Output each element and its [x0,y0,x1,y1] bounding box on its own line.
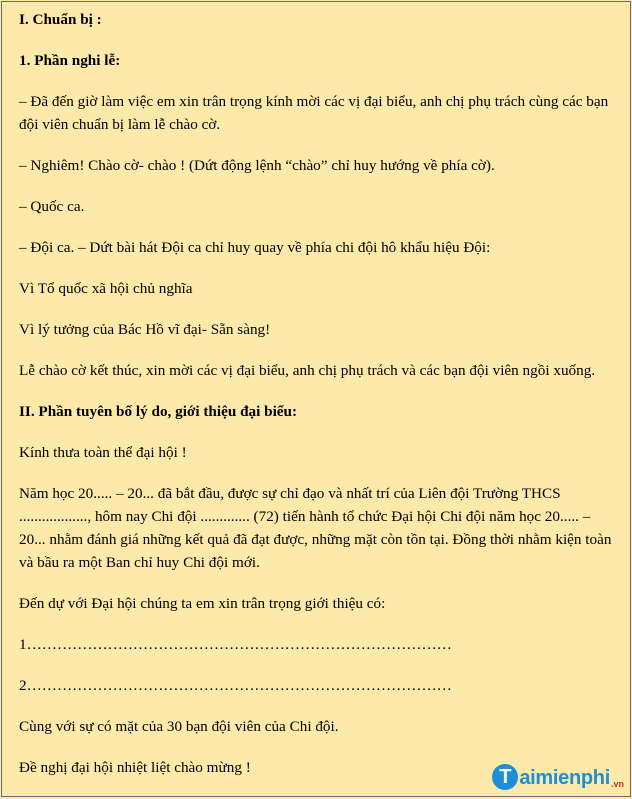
paragraph-ceremony-end: Lễ chào cờ kết thúc, xin mời các vị đại biểu, anh chị phụ trách và các bạn đội viên ngồi xuống. [19,362,596,379]
section-1-title: I. Chuẩn bị : [19,11,102,28]
paragraph-introduce: Đến dự với Đại hội chúng ta em xin trân trọng giới thiệu có: [19,595,386,612]
paragraph-team-song: – Đội ca. – Dứt bài hát Đội ca chỉ huy quay về phía chi đội hô khẩu hiệu Đội: [19,239,491,256]
paragraph-slogan-1: Vì Tổ quốc xã hội chủ nghĩa [19,280,193,297]
watermark-suffix: .vn [610,779,624,789]
subsection-1-title: 1. Phần nghi lễ: [19,52,121,69]
watermark-brand: aimienphi [519,767,610,789]
paragraph-invitation: – Đã đến giờ làm việc em xin trân trọng kính mời các vị đại biểu, anh chị phụ trách cùng các bạn đội viên chuẩn bị làm lễ chào cờ. [19,93,609,133]
document-frame [1,1,631,797]
paragraph-slogan-2: Vì lý tưởng của Bác Hồ vĩ đại- Sẵn sàng! [19,321,271,338]
paragraph-school-year: Năm học 20..... – 20... đã bắt đầu, được sự chỉ đạo và nhất trí của Liên đội Trường THCS .................., hôm nay Chi đội ............. (72) tiến hành tổ chức Đại hội Chi đội năm học 20..... – 20... nhằm đánh giá những kết quả đã đạt được, những mặt còn tồn tại. Đồng thời nhằm kiện toàn và bầu ra một Ban chỉ huy Chi đội mới. [19,485,612,571]
paragraph-salute: – Nghiêm! Chào cờ- chào ! (Dứt động lệnh “chào” chỉ huy hướng về phía cờ). [19,157,495,174]
paragraph-members: Cùng với sự có mặt của 30 bạn đội viên của Chi đội. [19,718,339,735]
paragraph-greeting: Kính thưa toàn thể đại hội ! [19,444,187,461]
document-body [2,2,630,779]
paragraph-applause: Đề nghị đại hội nhiệt liệt chào mừng ! [19,759,251,776]
paragraph-guest-1: 1………………………………………………………………………… [19,636,452,653]
taimienphi-watermark [492,764,624,790]
paragraph-anthem: – Quốc ca. [19,198,85,215]
section-2-title: II. Phần tuyên bố lý do, giới thiệu đại biểu: [19,403,298,420]
taimienphi-logo-icon: T [492,764,518,790]
paragraph-guest-2: 2………………………………………………………………………… [19,677,452,694]
